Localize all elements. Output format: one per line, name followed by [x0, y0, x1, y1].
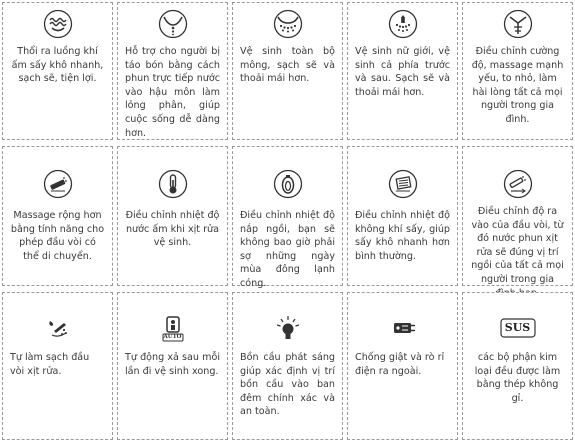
feature-card-heated-seat	[232, 146, 343, 289]
feature-card-rear-wash	[117, 2, 228, 140]
rear-wash-nozzle-icon	[158, 9, 188, 39]
feature-card-leakage-protection	[347, 292, 458, 440]
feature-card-self-cleaning	[2, 292, 113, 440]
nozzle-position-icon	[503, 169, 533, 199]
feature-card-feminine-wash	[347, 2, 458, 140]
feature-description: Chống giật và rò rỉ điện ra ngoài.	[355, 352, 445, 377]
feature-description: Điều chỉnh nhiệt độ nắp ngồi, bạn sẽ không bao giờ phải sợ những ngày mùa đông lạnh cóng.	[240, 210, 335, 289]
water-temperature-icon	[158, 169, 188, 199]
pressure-adjust-icon	[503, 9, 533, 39]
feature-card-massage	[2, 146, 113, 286]
feature-description: Vệ sinh toàn bộ mông, sạch sẽ và thoải mái hơn.	[240, 46, 335, 85]
feature-description: Tự động xả sau mỗi lần đi vệ sinh xong.	[125, 352, 220, 377]
feature-description: Vệ sinh nữ giới, vệ sinh cả phía trước và sau. Sạch sẽ và thoải mái hơn.	[355, 46, 450, 98]
feature-description: Bồn cầu phát sáng giúp xác định vị trí bồn cầu vào ban đêm chính xác và an toàn.	[240, 352, 335, 418]
night-light-icon	[273, 313, 303, 343]
feature-description: Điều chỉnh nhiệt độ nước ấm khi xịt rửa vệ sinh.	[125, 210, 220, 249]
feminine-wash-icon	[388, 9, 418, 39]
feature-description: các bộ phận kim loại đều được làm bằng thép không gỉ.	[474, 352, 561, 404]
feature-description: Điều chỉnh độ ra vào của đầu vòi, từ đó nước phun xịt rửa sẽ đúng vị trí ngồi của tất cả mọi người trong gia	[471, 206, 564, 285]
feature-card-night-light	[232, 292, 343, 440]
feature-description: Thổi ra luồng khí ấm sấy khô nhanh, sạch sẽ, tiện lợi.	[11, 46, 104, 85]
dryer-temperature-icon	[388, 169, 418, 199]
stainless-steel-icon	[498, 313, 538, 343]
feature-card-warm-air-dryer	[2, 2, 113, 140]
leakage-protection-plug-icon	[388, 313, 418, 343]
feature-description: Điều chỉnh nhiệt độ không khí sấy, giúp sấy khô nhanh hơn bình thường.	[355, 210, 450, 262]
massage-nozzle-icon	[43, 169, 73, 199]
feature-description: Hỗ trợ cho người bị táo bón bằng cách phun trực tiếp nước vào hậu môn làm lỏng phân, giúp cuộc sống dễ dàng hơn.	[125, 46, 220, 139]
feature-description: Điều chỉnh cường độ, massage mạnh yếu, to nhỏ, làm hài lòng tất cả mọi người trong gia đình.	[471, 46, 564, 125]
feature-description: Massage rộng hơn bằng tính năng cho phép đầu vòi có thể di chuyển.	[10, 210, 105, 262]
sus-label: SUS	[504, 321, 531, 334]
warm-air-dryer-icon	[43, 9, 73, 39]
feature-card-full-wash	[232, 2, 343, 140]
feature-card-dryer-temperature	[347, 146, 458, 286]
auto-label: AUTO	[163, 334, 182, 340]
feature-description: Tự làm sạch đầu vòi xịt rửa.	[10, 352, 90, 377]
auto-flush-icon	[158, 313, 188, 343]
feature-card-auto-flush	[117, 292, 228, 440]
feature-card-nozzle-position	[462, 146, 573, 286]
feature-card-pressure-adjust	[462, 2, 573, 140]
full-wash-spray-icon	[273, 9, 303, 39]
heated-seat-icon	[273, 169, 303, 199]
self-cleaning-nozzle-icon	[43, 313, 73, 343]
feature-card-water-temperature	[117, 146, 228, 286]
feature-card-stainless-steel	[462, 292, 573, 440]
